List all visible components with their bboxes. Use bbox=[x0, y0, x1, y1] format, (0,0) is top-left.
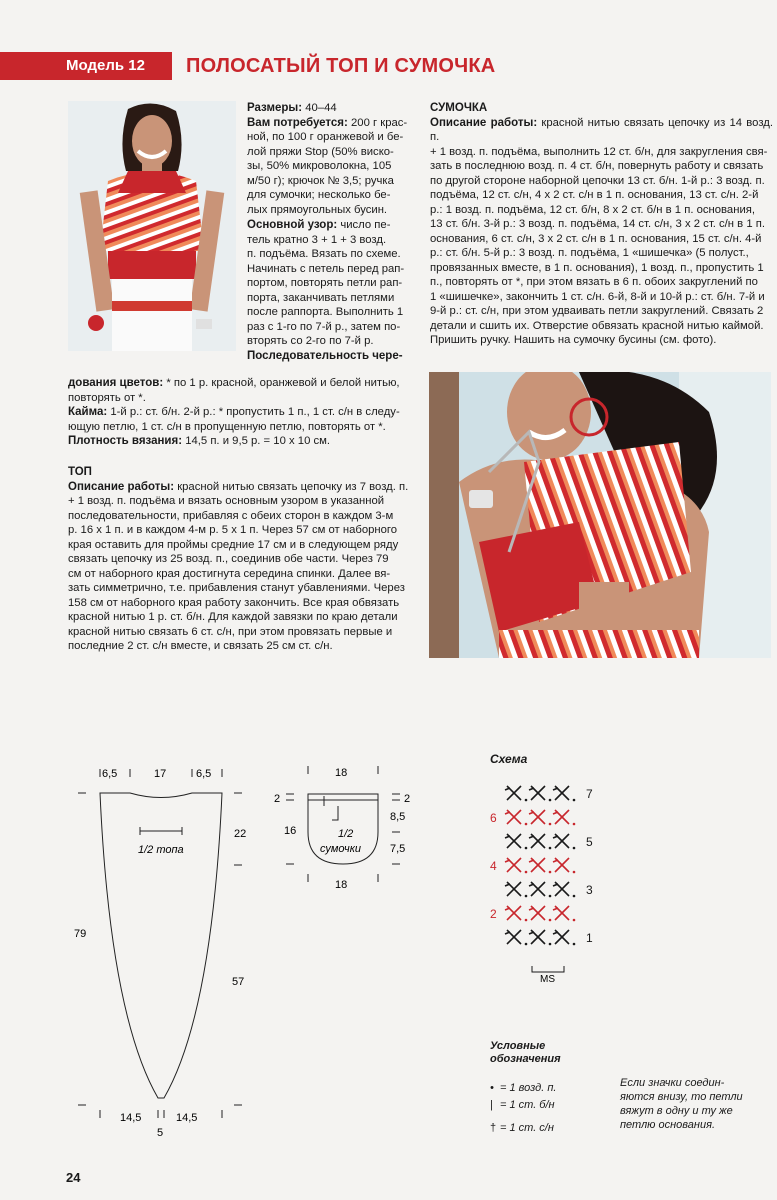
dim-w1: 6,5 bbox=[102, 768, 118, 780]
pattern-line: вторять со 2-го по 7-й р. bbox=[247, 335, 374, 347]
border-line: ющую петлю, 1 ст. с/н в пропущенную петлю, повторять от *. bbox=[68, 420, 386, 433]
bag-dim-r2: 7,5 bbox=[390, 843, 406, 855]
pattern-line: раз с 1-го по 7-й р., затем по- bbox=[247, 320, 401, 333]
chain-dot bbox=[573, 847, 576, 850]
scheme-row-label: 6 bbox=[490, 811, 497, 825]
bag-dim-left-top: 2 bbox=[274, 793, 281, 805]
pattern-line: п. подъёма. Вязать по схеме. bbox=[247, 248, 401, 260]
model-label: Модель 12 bbox=[0, 52, 172, 80]
stitch-symbol bbox=[553, 786, 569, 800]
top-line: красной нитью связать 6 ст. с/н, при этом провязать первые и bbox=[68, 625, 393, 638]
dim-b2: 14,5 bbox=[176, 1112, 198, 1124]
materials-line: для сумочки; несколько бе- bbox=[247, 189, 391, 201]
legend-note-line: петлю основания. bbox=[620, 1119, 716, 1131]
bag-line: зать в последнюю возд. п. 4 ст. б/н, повернуть работу и связать bbox=[430, 160, 764, 172]
pattern-label: Основной узор: bbox=[247, 219, 338, 231]
bag-dim-top: 18 bbox=[335, 767, 348, 779]
scheme-row-label: 7 bbox=[586, 787, 593, 801]
pattern-line: Начинать с петель перед рап- bbox=[247, 262, 405, 275]
bag-line: 13 ст. б/н. 3-й р.: 3 возд. п. подъёма, 14 ст. с/н, 3 х 2 ст. с/н в 1 п. bbox=[430, 218, 765, 230]
chain-dot bbox=[525, 943, 528, 946]
density-value: 14,5 п. и 9,5 р. = 10 х 10 см. bbox=[185, 435, 331, 447]
legend-title-1: Условные bbox=[490, 1040, 546, 1052]
bag-line: Пришить ручку. Нашить на сумочку бусины (см. фото). bbox=[430, 334, 717, 346]
legend-item bbox=[490, 1080, 561, 1097]
scheme-row-label: 4 bbox=[490, 859, 497, 873]
bag-label: Описание работы: bbox=[430, 116, 538, 129]
materials-line: зы, 50% микроволокна, 105 bbox=[247, 160, 392, 172]
back-photo bbox=[429, 372, 771, 658]
top-line: см от наборного края достигнута середина спинки. Далее вя- bbox=[68, 567, 391, 580]
stitch-symbol bbox=[529, 858, 545, 872]
stitch-symbol bbox=[505, 858, 521, 872]
scheme-row-label: 3 bbox=[586, 883, 593, 897]
top-line: связать цепочку из 25 возд. п., соединив обе части. Через 79 bbox=[68, 553, 389, 565]
bag-line: + 1 возд. п. подъёма, выполнить 12 ст. б/н, для закругления свя- bbox=[430, 145, 768, 158]
stitch-symbol bbox=[505, 906, 521, 920]
chain-dot bbox=[573, 823, 576, 826]
top-label: Описание работы: bbox=[68, 480, 175, 493]
sizes-label: Размеры: bbox=[247, 102, 303, 114]
bag-half-label-2: сумочки bbox=[320, 843, 362, 855]
density-label: Плотность вязания: bbox=[68, 435, 183, 447]
top-half-label: 1/2 топа bbox=[138, 844, 184, 856]
chain-dot bbox=[549, 943, 552, 946]
stitch-symbol bbox=[529, 786, 545, 800]
bag-line: р.: 1 возд. п. подъёма, 12 ст. б/н, 8 х 2 ст. б/н в 1 п. основания, bbox=[430, 203, 756, 216]
dc-icon: † bbox=[490, 1122, 497, 1134]
scheme-row-label: 5 bbox=[586, 835, 593, 849]
dim-tip: 5 bbox=[157, 1127, 164, 1139]
top-line: + 1 возд. п. подъёма и вязать основным узором в указанной bbox=[68, 495, 385, 507]
chain-dot bbox=[525, 847, 528, 850]
bag-line: красной нитью связать цепочку из 14 возд. п. bbox=[430, 116, 773, 143]
bag-heading: СУМОЧКА bbox=[430, 102, 488, 114]
sequence-line: * по 1 р. красной, оранжевой и белой нитью, bbox=[166, 377, 400, 389]
chain-dot bbox=[525, 919, 528, 922]
chain-dot bbox=[525, 823, 528, 826]
bag-dim-left: 16 bbox=[284, 825, 297, 837]
stitch-symbol bbox=[553, 906, 569, 920]
chain-dot bbox=[525, 871, 528, 874]
dim-h1: 22 bbox=[234, 828, 247, 840]
stitch-symbol bbox=[529, 930, 545, 944]
top-line: последовательности, прибавляя с обеих сторон в каждом 3-м bbox=[68, 509, 394, 522]
top-line: 158 см от наборного края работу закончить. Все края обвязать bbox=[68, 596, 400, 609]
stitch-symbol bbox=[505, 882, 521, 896]
dim-b1: 14,5 bbox=[120, 1112, 142, 1124]
legend-item bbox=[490, 1097, 561, 1114]
chain-dot bbox=[549, 823, 552, 826]
bag-description bbox=[430, 101, 773, 348]
stitch-symbol bbox=[553, 810, 569, 824]
chain-dot bbox=[573, 919, 576, 922]
chain-dot bbox=[549, 799, 552, 802]
top-schematic bbox=[60, 755, 260, 1140]
bag-schematic bbox=[268, 760, 428, 895]
materials-block bbox=[247, 101, 410, 363]
crochet-scheme bbox=[486, 776, 616, 988]
chain-dot bbox=[549, 919, 552, 922]
pattern-line: число пе- bbox=[340, 219, 391, 231]
bag-line: 9-й р.: ст. с/н, при этом удваивать петли закруглений. Связать 2 bbox=[430, 305, 764, 317]
top-line: последние 2 ст. с/н вместе, и связать 25 см ст. с/н. bbox=[68, 640, 333, 652]
bag-line: детали и сшить их. Отверстие обвязать красной нитью каймой. bbox=[430, 319, 764, 332]
pattern-line: портом, повторять петли рап- bbox=[247, 277, 403, 289]
chain-dot bbox=[549, 871, 552, 874]
stitch-symbol bbox=[505, 810, 521, 824]
chain-dot bbox=[573, 871, 576, 874]
bag-dim-r1: 8,5 bbox=[390, 811, 406, 823]
stitch-symbol bbox=[529, 882, 545, 896]
bag-line: провязанных вместе, в 1 п. основания), 1 возд. п., пропустить 1 bbox=[430, 261, 764, 274]
chain-dot bbox=[573, 895, 576, 898]
legend-item-text: = 1 ст. б/н bbox=[500, 1099, 555, 1111]
materials-label: Вам потребуется: bbox=[247, 116, 348, 129]
chain-dot bbox=[573, 943, 576, 946]
stitch-symbol bbox=[529, 810, 545, 824]
legend-note-line: вяжут в одну и ту же bbox=[620, 1105, 733, 1117]
pattern-line: после раппорта. Выполнить 1 bbox=[247, 306, 404, 318]
legend-note bbox=[620, 1076, 770, 1132]
top-description bbox=[68, 465, 410, 654]
page-number: 24 bbox=[66, 1170, 81, 1185]
pattern-line: порта, заканчивать петлями bbox=[247, 291, 395, 304]
model-photo bbox=[68, 101, 236, 351]
materials-line: 200 г крас- bbox=[351, 116, 408, 129]
top-line: красной нитью 1 р. ст. б/н. Для каждой завязки по краю детали bbox=[68, 611, 398, 623]
stitch-symbol bbox=[553, 834, 569, 848]
pattern-line: тель кратно 3 + 1 + 3 возд. bbox=[247, 233, 387, 246]
top-line: зать симметрично, т.е. прибавления станут убавлениями. Через bbox=[68, 582, 405, 594]
stitch-symbol bbox=[505, 834, 521, 848]
top-line: края оставить для проймы средние 17 см и в следующем ряду bbox=[68, 538, 399, 551]
bag-half-label-1: 1/2 bbox=[338, 828, 354, 840]
chain-dot bbox=[549, 847, 552, 850]
materials-line: лой пряжи Stop (50% виско- bbox=[247, 145, 394, 158]
bag-dim-bottom: 18 bbox=[335, 879, 348, 891]
bag-dim-right-top: 2 bbox=[404, 793, 411, 805]
chain-dot bbox=[549, 895, 552, 898]
stitch-symbol bbox=[529, 906, 545, 920]
bag-line: п., повторять от *, при этом вязать в 6 п. обоих закруглений по bbox=[430, 276, 758, 288]
sequence-block bbox=[68, 376, 410, 449]
ms-label: MS bbox=[540, 974, 555, 985]
bag-line: р.: ст. б/н. 5-й р.: 3 возд. п. подъёма, 1 «шишечка» (5 полуст., bbox=[430, 247, 749, 259]
chain-icon: • bbox=[490, 1082, 494, 1094]
dim-h2: 57 bbox=[232, 976, 245, 988]
materials-line: ной, по 100 г оранжевой и бе- bbox=[247, 131, 404, 143]
legend-item-text: = 1 возд. п. bbox=[500, 1082, 557, 1094]
stitch-symbol bbox=[553, 882, 569, 896]
stitch-symbol bbox=[505, 786, 521, 800]
legend-item-text: = 1 ст. с/н bbox=[500, 1122, 554, 1134]
legend-note-line: яются внизу, то петли bbox=[620, 1091, 743, 1103]
page-title: ПОЛОСАТЫЙ ТОП И СУМОЧКА bbox=[186, 55, 496, 77]
stitch-symbol bbox=[553, 858, 569, 872]
legend bbox=[490, 1040, 561, 1137]
materials-line: лых прямоугольных бусин. bbox=[247, 203, 388, 216]
sizes-value: 40–44 bbox=[305, 102, 337, 114]
stitch-symbol bbox=[529, 834, 545, 848]
arrow-line bbox=[332, 806, 338, 820]
dim-w3: 6,5 bbox=[196, 768, 212, 780]
top-outline bbox=[100, 793, 222, 1098]
bag-line: основания, 6 ст. с/н, 3 х 2 ст. с/н в 1 п. основания, 15 ст. с/н. 4-й bbox=[430, 232, 762, 245]
sequence-label: Последовательность чере- bbox=[247, 349, 403, 362]
bag-line: подъёма, 12 ст. с/н, 4 х 2 ст. с/н в 1 п. основания, 13 ст. с/н. 2-й bbox=[430, 189, 759, 201]
ms-bracket bbox=[532, 966, 564, 972]
dim-h-total: 79 bbox=[74, 928, 87, 940]
sc-icon: | bbox=[490, 1099, 493, 1111]
chain-dot bbox=[525, 799, 528, 802]
scheme-row-label: 1 bbox=[586, 931, 593, 945]
sequence-label-2: дования цветов: bbox=[68, 377, 164, 389]
stitch-symbol bbox=[505, 930, 521, 944]
stitch-symbol bbox=[553, 930, 569, 944]
border-line: 1-й р.: ст. б/н. 2-й р.: * пропустить 1 п., 1 ст. с/н в следу- bbox=[110, 406, 400, 418]
bag-line: по другой стороне наборной цепочки 13 ст. б/н. 1-й р.: 3 возд. п. bbox=[430, 174, 765, 187]
dim-w2: 17 bbox=[154, 768, 167, 780]
top-line: красной нитью связать цепочку из 7 возд. п. bbox=[177, 480, 409, 493]
top-line: р. 16 х 1 п. и в каждом 4-м р. 5 х 1 п. Через 57 см от наборного bbox=[68, 524, 398, 536]
chain-dot bbox=[525, 895, 528, 898]
scheme-title: Схема bbox=[490, 752, 528, 766]
legend-note-line: Если значки соедин- bbox=[620, 1077, 725, 1089]
bag-line: 1 «шишечке», закончить 1 ст. с/н. 6-й, 8-й и 10-й р.: ст. б/н. 7-й и bbox=[430, 290, 765, 303]
materials-line: м/50 г); крючок № 3,5; ручка bbox=[247, 174, 394, 187]
sequence-line: повторять от *. bbox=[68, 391, 146, 404]
top-heading: ТОП bbox=[68, 466, 92, 478]
border-label: Кайма: bbox=[68, 406, 108, 418]
legend-item bbox=[490, 1120, 561, 1137]
chain-dot bbox=[573, 799, 576, 802]
scheme-row-label: 2 bbox=[490, 907, 497, 921]
legend-title-2: обозначения bbox=[490, 1053, 561, 1065]
